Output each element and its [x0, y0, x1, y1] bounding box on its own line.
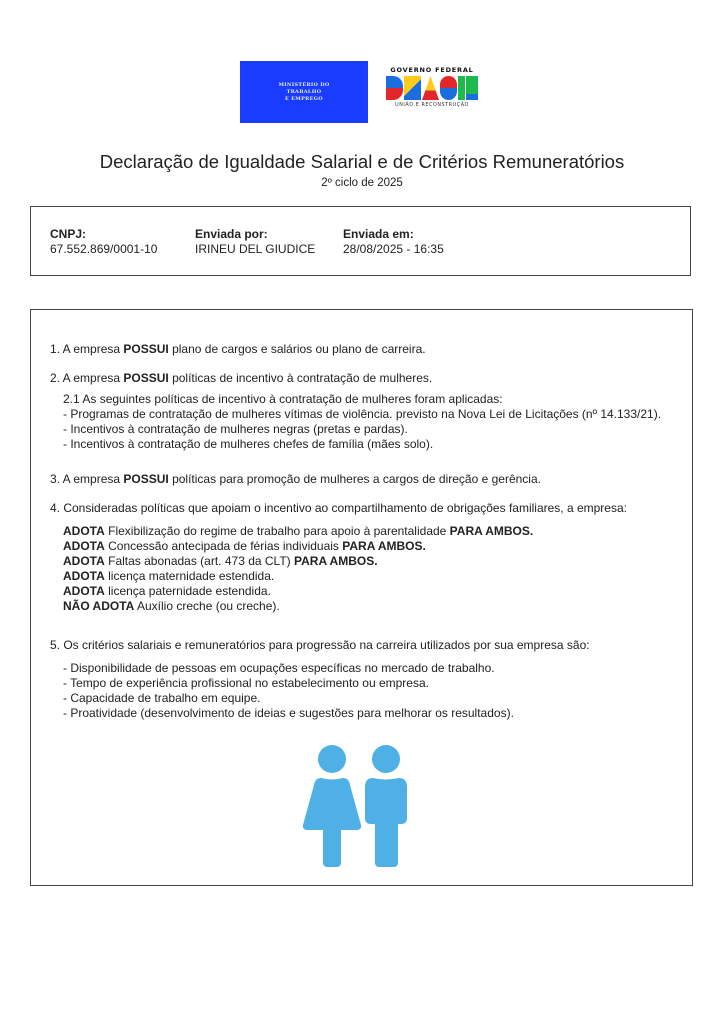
list-item: ADOTA licença paternidade estendida.	[63, 584, 271, 598]
list-item: - Proatividade (desenvolvimento de ideias e sugestões para melhorar os resultados).	[63, 706, 514, 720]
answer-badge: POSSUI	[123, 472, 169, 486]
question-1: 1. A empresa POSSUI plano de cargos e salários ou plano de carreira.	[50, 342, 426, 356]
question-5-heading: 5. Os critérios salariais e remuneratórios para progressão na carreira utilizados por sua empresa são:	[50, 638, 590, 652]
list-item: - Tempo de experiência profissional no estabelecimento ou empresa.	[63, 676, 429, 690]
list-item: ADOTA licença maternidade estendida.	[63, 569, 275, 583]
answer-badge: POSSUI	[123, 371, 169, 385]
page-subtitle: 2º ciclo de 2025	[321, 177, 403, 189]
gov-brasil-logo	[378, 66, 486, 118]
list-item: - Capacidade de trabalho em equipe.	[63, 691, 261, 705]
ministry-logo-line: MINISTÉRIO DO	[278, 81, 330, 88]
gov-logo-top: GOVERNO FEDERAL	[390, 66, 474, 74]
list-item: NÃO ADOTA Auxílio creche (ou creche).	[63, 599, 280, 613]
cnpj-field	[50, 227, 157, 257]
answer-badge: POSSUI	[123, 342, 169, 356]
question-2-1-heading: 2.1 As seguintes políticas de incentivo à contratação de mulheres foram aplicadas:	[63, 392, 503, 406]
sent-by-field	[195, 227, 315, 257]
cnpj-label: CNPJ:	[50, 227, 87, 241]
list-item: - Disponibilidade de pessoas em ocupações específicas no mercado de trabalho.	[63, 661, 495, 675]
ministry-logo-line: TRABALHO	[286, 88, 322, 95]
cnpj-value: 67.552.869/0001-10	[50, 242, 158, 256]
list-item: - Incentivos à contratação de mulheres negras (pretas e pardas).	[63, 422, 408, 436]
woman-man-icon	[303, 745, 415, 874]
list-item: - Incentivos à contratação de mulheres chefes de família (mães solo).	[63, 437, 434, 451]
ministry-logo-line: E EMPREGO	[285, 95, 323, 102]
page-title: Declaração de Igualdade Salarial e de Critérios Remuneratórios	[99, 151, 625, 172]
question-2: 2. A empresa POSSUI políticas de incentivo à contratação de mulheres.	[50, 371, 433, 385]
sent-by-value: IRINEU DEL GIUDICE	[195, 242, 316, 256]
question-4-heading: 4. Consideradas políticas que apoiam o incentivo ao compartilhamento de obrigações familiares, a empresa:	[50, 501, 627, 515]
list-item: ADOTA Faltas abonadas (art. 473 da CLT) PARA AMBOS.	[63, 554, 378, 568]
gov-logo-bottom: UNIÃO E RECONSTRUÇÃO	[395, 103, 469, 108]
list-item: ADOTA Flexibilização do regime de trabalho para apoio à parentalidade PARA AMBOS.	[63, 524, 534, 538]
list-item: - Programas de contratação de mulheres vítimas de violência. previsto na Nova Lei de Licitações (nº 14.133/21).	[63, 407, 662, 421]
ministry-logo	[240, 61, 368, 123]
sent-at-field	[343, 227, 444, 257]
question-3: 3. A empresa POSSUI políticas para promoção de mulheres a cargos de direção e gerência.	[50, 472, 541, 486]
sent-at-value: 28/08/2025 - 16:35	[343, 242, 444, 256]
submission-info-box	[30, 206, 691, 276]
sent-at-label: Enviada em:	[343, 227, 414, 241]
brasil-wordmark-icon	[378, 76, 486, 100]
sent-by-label: Enviada por:	[195, 227, 268, 241]
list-item: ADOTA Concessão antecipada de férias individuais PARA AMBOS.	[63, 539, 426, 553]
